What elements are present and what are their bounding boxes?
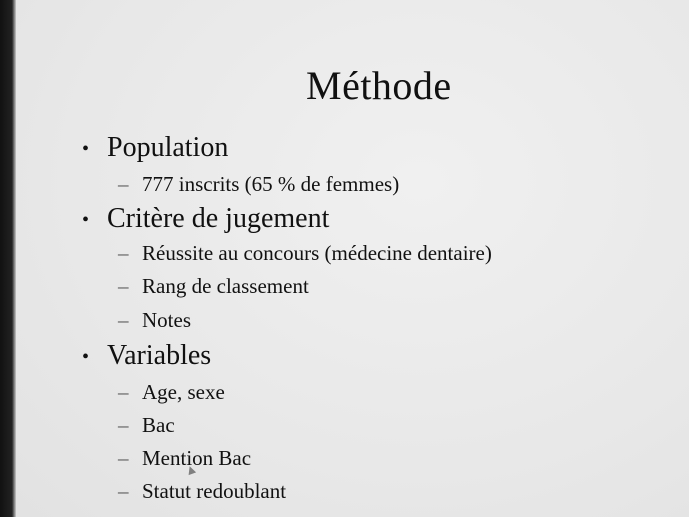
bullet-dot: • [82, 346, 90, 368]
bullet-dot: • [82, 138, 90, 160]
sub-item-text: Statut redoublant [142, 479, 287, 503]
bullet-label: Critère de jugement [107, 203, 330, 234]
bullet-label: Variables [107, 340, 212, 371]
slide-title: Méthode [306, 63, 452, 108]
sub-item-text: Mention Bac [142, 446, 252, 470]
dash-marker: – [118, 308, 129, 332]
sub-item-text: Réussite au concours (médecine dentaire) [142, 241, 492, 265]
dash-marker: – [118, 172, 129, 196]
sub-item-text: Bac [142, 413, 175, 437]
presentation-slide [16, 0, 689, 517]
dash-marker: – [118, 380, 129, 404]
bullet-label: Population [107, 132, 229, 163]
sub-item-text: Rang de classement [142, 274, 309, 298]
sub-item-text: Notes [142, 308, 191, 332]
dash-marker: – [118, 241, 129, 265]
dash-marker: – [118, 479, 129, 503]
dash-marker: – [118, 413, 129, 437]
sub-item-text: Age, sexe [142, 380, 225, 404]
dash-marker: – [118, 446, 129, 470]
sub-item-text: 777 inscrits (65 % de femmes) [142, 172, 400, 196]
dash-marker: – [118, 274, 129, 298]
bullet-dot: • [82, 209, 90, 231]
